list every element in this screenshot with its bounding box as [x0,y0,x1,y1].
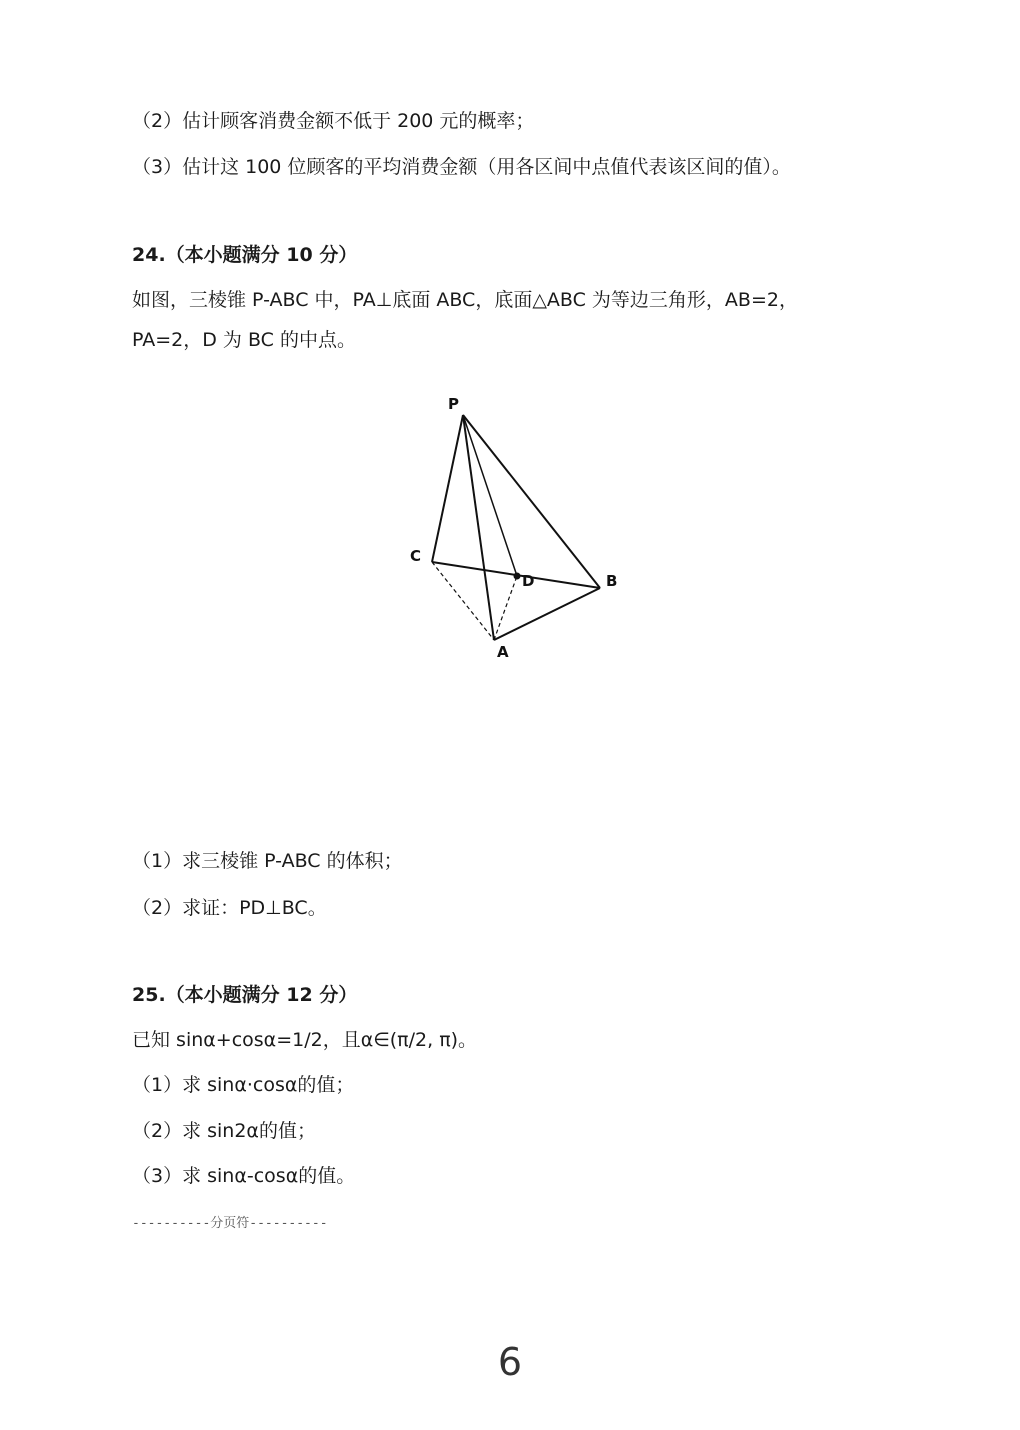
q23-part2: （2）估计顾客消费金额不低于 200 元的概率； [132,110,535,132]
q24-stem-line1: 如图，三棱锥 P-ABC 中，PA⊥底面 ABC，底面△ABC 为等边三角形，AB=2， [132,289,798,311]
q25-part3: （3）求 sinα-cosα的值。 [132,1165,356,1187]
pyramid-figure [380,380,660,670]
label-c: C [410,547,422,565]
q25-heading: 25.（本小题满分 12 分） [132,984,358,1006]
label-a: A [497,643,509,661]
q24-part2: （2）求证：PD⊥BC。 [132,897,327,919]
label-b: B [606,572,618,590]
edge-pc [432,415,463,562]
q25-part2: （2）求 sin2α的值； [132,1120,316,1142]
q24-part1: （1）求三棱锥 P-ABC 的体积； [132,850,403,872]
point-d [514,573,521,580]
q24-stem-line2: PA=2，D 为 BC 的中点。 [132,329,356,351]
page-break-marker: ----------分页符---------- [132,1216,328,1231]
q24-heading: 24.（本小题满分 10 分） [132,244,358,266]
page-number: 6 [497,1340,523,1384]
label-d: D [522,572,535,590]
edge-pd [463,415,517,576]
q25-stem: 已知 sinα+cosα=1/2，且α∈(π/2, π)。 [132,1029,478,1051]
q23-part3: （3）估计这 100 位顾客的平均消费金额（用各区间中点值代表该区间的值）。 [132,156,791,178]
edge-ab [494,588,600,640]
q25-part1: （1）求 sinα·cosα的值； [132,1074,355,1096]
label-p: P [448,395,459,413]
